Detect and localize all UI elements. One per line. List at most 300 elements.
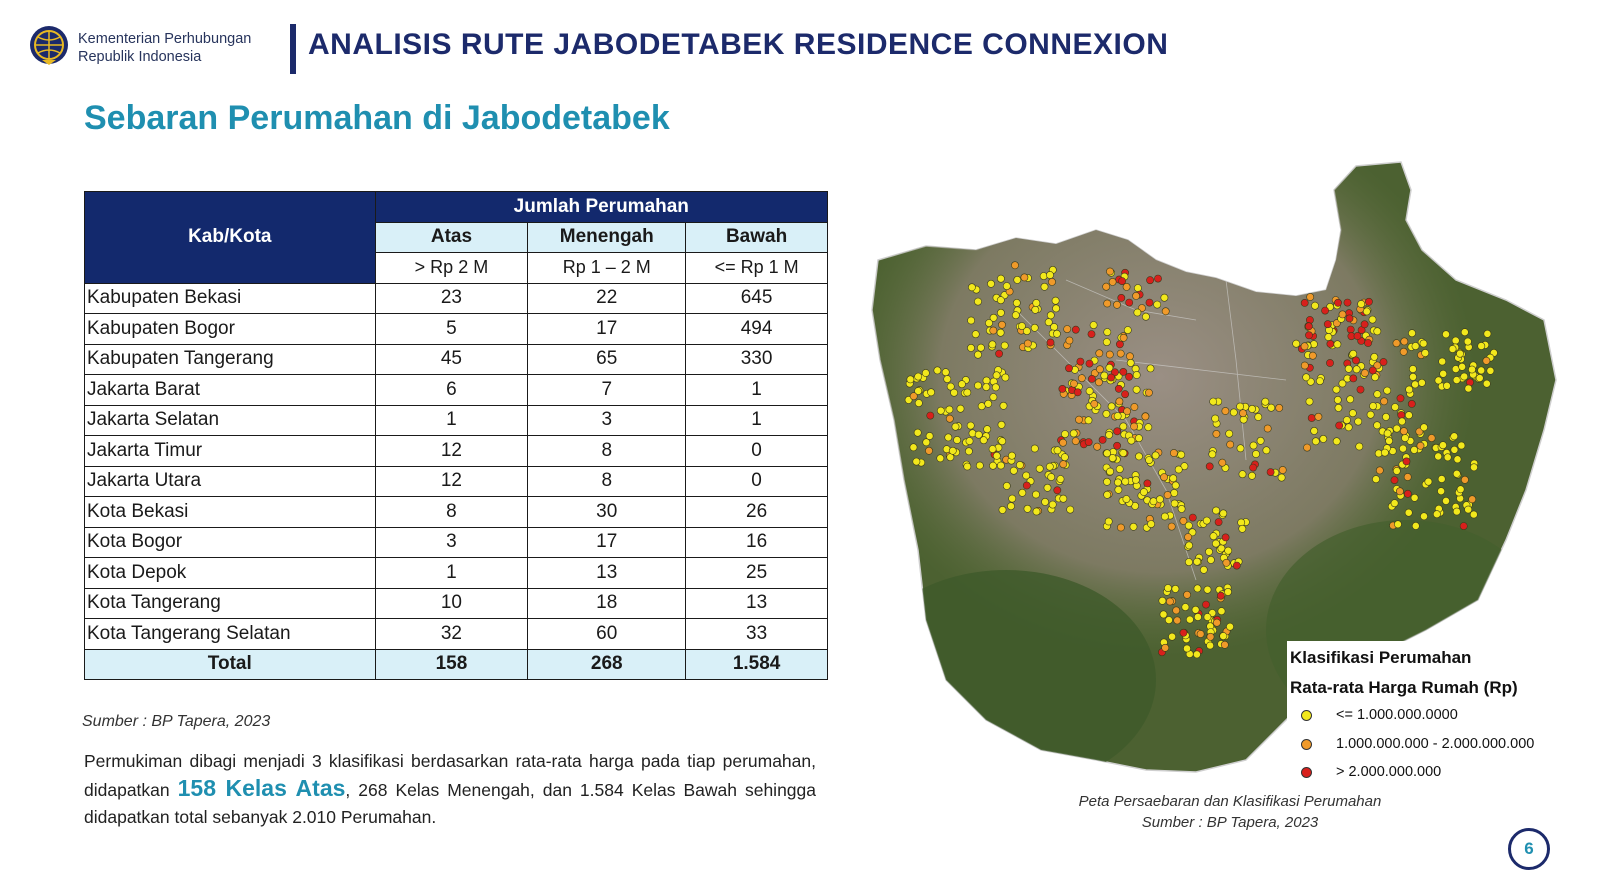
housing-marker xyxy=(922,369,929,376)
menengah-cell: 22 xyxy=(528,283,686,314)
housing-marker xyxy=(944,376,951,383)
housing-marker xyxy=(1164,585,1171,592)
housing-marker xyxy=(915,373,922,380)
bawah-cell: 0 xyxy=(686,436,828,467)
housing-marker xyxy=(1031,324,1038,331)
housing-marker xyxy=(1304,444,1311,451)
housing-marker xyxy=(1404,490,1411,497)
housing-marker xyxy=(998,421,1005,428)
housing-marker xyxy=(1114,442,1121,449)
housing-marker xyxy=(1046,463,1053,470)
housing-marker xyxy=(928,389,935,396)
housing-marker xyxy=(1350,375,1357,382)
housing-marker xyxy=(1185,522,1192,529)
housing-marker xyxy=(1223,559,1230,566)
housing-marker xyxy=(1411,494,1418,501)
housing-marker xyxy=(1213,430,1220,437)
housing-marker xyxy=(910,444,917,451)
legend-item-low xyxy=(1301,707,1458,723)
housing-marker xyxy=(1393,425,1400,432)
housing-marker xyxy=(1408,330,1415,337)
housing-marker xyxy=(1104,491,1111,498)
housing-marker xyxy=(1170,449,1177,456)
housing-marker xyxy=(1255,413,1262,420)
housing-marker xyxy=(1459,363,1466,370)
table-row xyxy=(85,405,828,436)
menengah-cell: 18 xyxy=(528,588,686,619)
housing-marker xyxy=(1335,404,1342,411)
housing-marker xyxy=(1057,476,1064,483)
housing-marker xyxy=(1077,358,1084,365)
housing-marker xyxy=(1487,367,1494,374)
housing-marker xyxy=(1090,322,1097,329)
housing-marker xyxy=(1239,410,1246,417)
housing-marker xyxy=(1397,395,1404,402)
legend-label-low: <= 1.000.000.0000 xyxy=(1336,707,1458,723)
housing-marker xyxy=(1226,430,1233,437)
housing-marker xyxy=(1333,438,1340,445)
total-row xyxy=(85,649,828,680)
housing-marker xyxy=(1353,366,1360,373)
housing-marker xyxy=(998,321,1005,328)
housing-marker xyxy=(1099,436,1106,443)
housing-marker xyxy=(1124,327,1131,334)
housing-marker xyxy=(1132,476,1139,483)
org-line-2: Republik Indonesia xyxy=(78,49,202,65)
housing-marker xyxy=(1072,326,1079,333)
atas-cell: 6 xyxy=(375,375,528,406)
housing-marker xyxy=(1147,365,1154,372)
housing-marker xyxy=(1381,398,1388,405)
table-row xyxy=(85,375,828,406)
housing-marker xyxy=(1171,500,1178,507)
housing-marker xyxy=(996,350,1003,357)
housing-marker xyxy=(1233,562,1240,569)
housing-marker xyxy=(974,382,981,389)
housing-marker xyxy=(1023,328,1030,335)
region-cell: Jakarta Selatan xyxy=(85,405,376,436)
housing-marker xyxy=(985,400,992,407)
housing-marker xyxy=(1369,367,1376,374)
table-row xyxy=(85,466,828,497)
housing-marker xyxy=(1109,278,1116,285)
housing-marker xyxy=(1001,342,1008,349)
housing-marker xyxy=(1380,358,1387,365)
housing-marker xyxy=(1131,403,1138,410)
housing-marker xyxy=(1311,427,1318,434)
housing-marker xyxy=(1193,558,1200,565)
housing-marker xyxy=(965,448,972,455)
housing-marker xyxy=(1206,463,1213,470)
housing-marker xyxy=(1215,519,1222,526)
housing-marker xyxy=(1476,375,1483,382)
housing-marker xyxy=(1147,277,1154,284)
housing-marker xyxy=(926,432,933,439)
housing-marker xyxy=(1159,597,1166,604)
housing-marker xyxy=(1060,461,1067,468)
menengah-cell: 17 xyxy=(528,527,686,558)
housing-marker xyxy=(1059,385,1066,392)
housing-marker xyxy=(1164,491,1171,498)
housing-marker xyxy=(1183,645,1190,652)
housing-marker xyxy=(992,384,999,391)
housing-marker xyxy=(1400,428,1407,435)
housing-marker xyxy=(1049,501,1056,508)
housing-marker xyxy=(1224,588,1231,595)
bawah-cell: 13 xyxy=(686,588,828,619)
housing-marker xyxy=(1352,357,1359,364)
housing-marker xyxy=(1064,326,1071,333)
housing-marker xyxy=(1126,373,1133,380)
housing-marker xyxy=(1101,372,1108,379)
housing-marker xyxy=(1225,547,1232,554)
housing-marker xyxy=(1116,466,1123,473)
housing-marker xyxy=(1140,488,1147,495)
housing-marker xyxy=(1311,302,1318,309)
bawah-cell: 33 xyxy=(686,619,828,650)
housing-marker xyxy=(1268,404,1275,411)
housing-marker xyxy=(1339,311,1346,318)
housing-marker xyxy=(1002,374,1009,381)
housing-marker xyxy=(1161,294,1168,301)
housing-marker xyxy=(1123,496,1130,503)
housing-marker xyxy=(1074,389,1081,396)
housing-marker xyxy=(1182,604,1189,611)
housing-marker xyxy=(993,452,1000,459)
region-cell: Kota Depok xyxy=(85,558,376,589)
housing-marker xyxy=(1193,651,1200,658)
housing-marker xyxy=(1189,514,1196,521)
housing-marker xyxy=(1384,387,1391,394)
housing-marker xyxy=(1420,424,1427,431)
housing-marker xyxy=(934,367,941,374)
housing-marker xyxy=(1262,398,1269,405)
menengah-cell: 13 xyxy=(528,558,686,589)
bawah-cell: 1 xyxy=(686,375,828,406)
housing-marker xyxy=(1086,360,1093,367)
housing-marker xyxy=(964,389,971,396)
ministry-logo xyxy=(28,24,70,66)
housing-marker xyxy=(1394,521,1401,528)
housing-marker xyxy=(1374,391,1381,398)
total-bawah: 1.584 xyxy=(686,649,828,680)
housing-marker xyxy=(1007,503,1014,510)
atas-cell: 10 xyxy=(375,588,528,619)
housing-marker xyxy=(997,275,1004,282)
table-row xyxy=(85,527,828,558)
housing-marker xyxy=(1316,378,1323,385)
atas-cell: 3 xyxy=(375,527,528,558)
housing-marker xyxy=(1306,398,1313,405)
housing-marker xyxy=(1085,439,1092,446)
col-atas-header: Atas xyxy=(375,222,528,253)
housing-marker xyxy=(1168,523,1175,530)
section-title: Sebaran Perumahan di Jabodetabek xyxy=(84,99,670,137)
housing-marker xyxy=(1357,386,1364,393)
housing-marker xyxy=(1094,443,1101,450)
housing-marker xyxy=(1408,400,1415,407)
housing-marker xyxy=(942,369,949,376)
housing-marker xyxy=(1435,453,1442,460)
housing-marker xyxy=(1144,480,1151,487)
housing-marker xyxy=(1108,374,1115,381)
housing-marker xyxy=(1405,412,1412,419)
housing-marker xyxy=(1120,423,1127,430)
housing-marker xyxy=(1204,586,1211,593)
housing-marker xyxy=(1428,435,1435,442)
housing-marker xyxy=(1376,467,1383,474)
housing-marker xyxy=(1308,414,1315,421)
housing-marker xyxy=(1175,466,1182,473)
housing-marker xyxy=(1484,330,1491,337)
housing-marker xyxy=(985,320,992,327)
housing-marker xyxy=(1172,482,1179,489)
housing-marker xyxy=(1048,278,1055,285)
housing-marker xyxy=(1114,428,1121,435)
legend-subtitle: Rata-rata Harga Rumah (Rp) xyxy=(1290,678,1518,697)
housing-marker xyxy=(1461,476,1468,483)
housing-marker xyxy=(1349,410,1356,417)
housing-marker xyxy=(1106,431,1113,438)
housing-marker xyxy=(1217,592,1224,599)
housing-marker xyxy=(1381,449,1388,456)
housing-marker xyxy=(1374,328,1381,335)
housing-marker xyxy=(1345,424,1352,431)
housing-marker xyxy=(1040,273,1047,280)
housing-marker xyxy=(1301,343,1308,350)
housing-marker xyxy=(1185,534,1192,541)
housing-marker xyxy=(974,351,981,358)
housing-marker xyxy=(1115,385,1122,392)
housing-marker xyxy=(1226,623,1233,630)
housing-marker xyxy=(1210,533,1217,540)
housing-marker xyxy=(1103,283,1110,290)
housing-marker xyxy=(1078,375,1085,382)
housing-marker xyxy=(1470,464,1477,471)
housing-marker xyxy=(1382,413,1389,420)
col-bawah-header: Bawah xyxy=(686,222,828,253)
housing-marker xyxy=(1010,467,1017,474)
housing-marker xyxy=(1126,353,1133,360)
housing-marker xyxy=(1439,442,1446,449)
housing-marker xyxy=(1411,446,1418,453)
housing-marker xyxy=(1454,456,1461,463)
housing-marker xyxy=(999,506,1006,513)
table-row xyxy=(85,588,828,619)
housing-marker xyxy=(1170,475,1177,482)
housing-marker xyxy=(1194,585,1201,592)
housing-marker xyxy=(1054,447,1061,454)
housing-marker xyxy=(1180,629,1187,636)
housing-marker xyxy=(1312,438,1319,445)
atas-cell: 8 xyxy=(375,497,528,528)
legend-label-high: > 2.000.000.000 xyxy=(1336,764,1442,780)
housing-marker xyxy=(1334,396,1341,403)
housing-marker xyxy=(1115,486,1122,493)
para-text-1: Permukiman dibagi menjadi 3 klasifikasi berdasarkan rata-rata harga pada tiap perumahan, didapatkan xyxy=(84,751,816,800)
housing-marker xyxy=(1365,339,1372,346)
housing-marker xyxy=(1240,416,1247,423)
housing-marker xyxy=(1045,319,1052,326)
header-divider xyxy=(290,24,296,74)
housing-marker xyxy=(1075,416,1082,423)
housing-marker xyxy=(1104,450,1111,457)
housing-marker xyxy=(1033,299,1040,306)
housing-marker xyxy=(1103,478,1110,485)
region-cell: Kota Bogor xyxy=(85,527,376,558)
housing-marker xyxy=(1220,510,1227,517)
housing-marker xyxy=(1363,308,1370,315)
bawah-cell: 0 xyxy=(686,466,828,497)
housing-marker xyxy=(1185,559,1192,566)
housing-marker xyxy=(1409,373,1416,380)
housing-marker xyxy=(1393,340,1400,347)
atas-cell: 23 xyxy=(375,283,528,314)
housing-marker xyxy=(1370,403,1377,410)
region-cell: Kabupaten Bekasi xyxy=(85,283,376,314)
housing-marker xyxy=(1449,345,1456,352)
housing-marker xyxy=(997,309,1004,316)
housing-marker xyxy=(1031,445,1038,452)
housing-marker xyxy=(1402,434,1409,441)
housing-marker xyxy=(1106,268,1113,275)
housing-marker xyxy=(1123,283,1130,290)
housing-marker xyxy=(1333,386,1340,393)
housing-marker xyxy=(1120,334,1127,341)
housing-marker xyxy=(1301,299,1308,306)
housing-marker xyxy=(1367,411,1374,418)
housing-marker xyxy=(1222,407,1229,414)
housing-marker xyxy=(1404,473,1411,480)
table-row xyxy=(85,558,828,589)
housing-marker xyxy=(1091,400,1098,407)
housing-marker xyxy=(1412,381,1419,388)
housing-marker xyxy=(954,436,961,443)
housing-marker xyxy=(1372,374,1379,381)
housing-marker xyxy=(1326,359,1333,366)
housing-marker xyxy=(1086,388,1093,395)
col-menengah-range: Rp 1 – 2 M xyxy=(528,253,686,284)
housing-marker xyxy=(1305,332,1312,339)
housing-marker xyxy=(1257,437,1264,444)
atas-cell: 1 xyxy=(375,405,528,436)
housing-marker xyxy=(1322,307,1329,314)
housing-marker xyxy=(1061,431,1068,438)
legend-dot-low xyxy=(1301,710,1312,721)
housing-marker xyxy=(1095,379,1102,386)
housing-marker xyxy=(1104,329,1111,336)
housing-marker xyxy=(1227,441,1234,448)
legend-item-high xyxy=(1301,764,1441,780)
housing-marker xyxy=(1391,477,1398,484)
housing-marker xyxy=(1218,608,1225,615)
housing-marker xyxy=(1461,373,1468,380)
housing-marker xyxy=(1420,513,1427,520)
housing-marker xyxy=(1142,313,1149,320)
housing-marker xyxy=(1169,633,1176,640)
total-label: Total xyxy=(85,649,376,680)
table-row xyxy=(85,314,828,345)
housing-marker xyxy=(1324,321,1331,328)
org-line-1: Kementerian Perhubungan xyxy=(78,31,252,47)
housing-marker xyxy=(1417,442,1424,449)
housing-marker xyxy=(1054,487,1061,494)
housing-marker xyxy=(1207,633,1214,640)
housing-marker xyxy=(946,406,953,413)
housing-marker xyxy=(1453,377,1460,384)
housing-marker xyxy=(1237,403,1244,410)
housing-marker xyxy=(1442,331,1449,338)
housing-marker xyxy=(1061,454,1068,461)
housing-marker xyxy=(989,341,996,348)
housing-marker xyxy=(1205,548,1212,555)
housing-marker xyxy=(1440,370,1447,377)
housing-marker xyxy=(1239,525,1246,532)
housing-marker xyxy=(1213,507,1220,514)
housing-marker xyxy=(1000,402,1007,409)
housing-marker xyxy=(1145,389,1152,396)
para-text-2: , 268 Kelas Menengah, dan 1.584 Kelas Bawah sehingga didapatkan total sebanyak 2.010 Perumahan. xyxy=(84,780,817,827)
housing-marker xyxy=(976,462,983,469)
housing-marker xyxy=(1171,489,1178,496)
housing-marker xyxy=(1186,542,1193,549)
housing-marker xyxy=(1403,458,1410,465)
housing-marker xyxy=(964,463,971,470)
housing-marker xyxy=(1088,331,1095,338)
housing-marker xyxy=(914,429,921,436)
table-row xyxy=(85,497,828,528)
housing-marker xyxy=(1207,642,1214,649)
housing-marker xyxy=(1468,366,1475,373)
region-cell: Kota Bekasi xyxy=(85,497,376,528)
housing-marker xyxy=(1483,380,1490,387)
housing-marker xyxy=(1023,472,1030,479)
housing-marker xyxy=(1003,482,1010,489)
bawah-cell: 494 xyxy=(686,314,828,345)
housing-marker xyxy=(989,462,996,469)
housing-marker xyxy=(1263,447,1270,454)
housing-marker xyxy=(1460,523,1467,530)
housing-marker xyxy=(1088,375,1095,382)
housing-marker xyxy=(1230,409,1237,416)
map-caption xyxy=(1060,791,1400,833)
housing-marker xyxy=(907,376,914,383)
housing-marker xyxy=(1108,403,1115,410)
housing-marker xyxy=(1396,488,1403,495)
housing-marker xyxy=(1133,371,1140,378)
housing-marker xyxy=(946,415,953,422)
col-atas-range: > Rp 2 M xyxy=(375,253,528,284)
housing-marker xyxy=(1203,517,1210,524)
housing-marker xyxy=(968,284,975,291)
table-row xyxy=(85,619,828,650)
housing-marker xyxy=(1116,398,1123,405)
housing-marker xyxy=(1067,506,1074,513)
housing-marker xyxy=(1453,470,1460,477)
housing-marker xyxy=(1042,498,1049,505)
menengah-cell: 17 xyxy=(528,314,686,345)
housing-marker xyxy=(967,422,974,429)
housing-marker xyxy=(1200,566,1207,573)
housing-marker xyxy=(1470,511,1477,518)
housing-marker xyxy=(1438,475,1445,482)
housing-marker xyxy=(1451,433,1458,440)
housing-marker xyxy=(1213,619,1220,626)
housing-marker xyxy=(1096,350,1103,357)
housing-marker xyxy=(1166,598,1173,605)
housing-marker xyxy=(1021,274,1028,281)
housing-marker xyxy=(1334,299,1341,306)
